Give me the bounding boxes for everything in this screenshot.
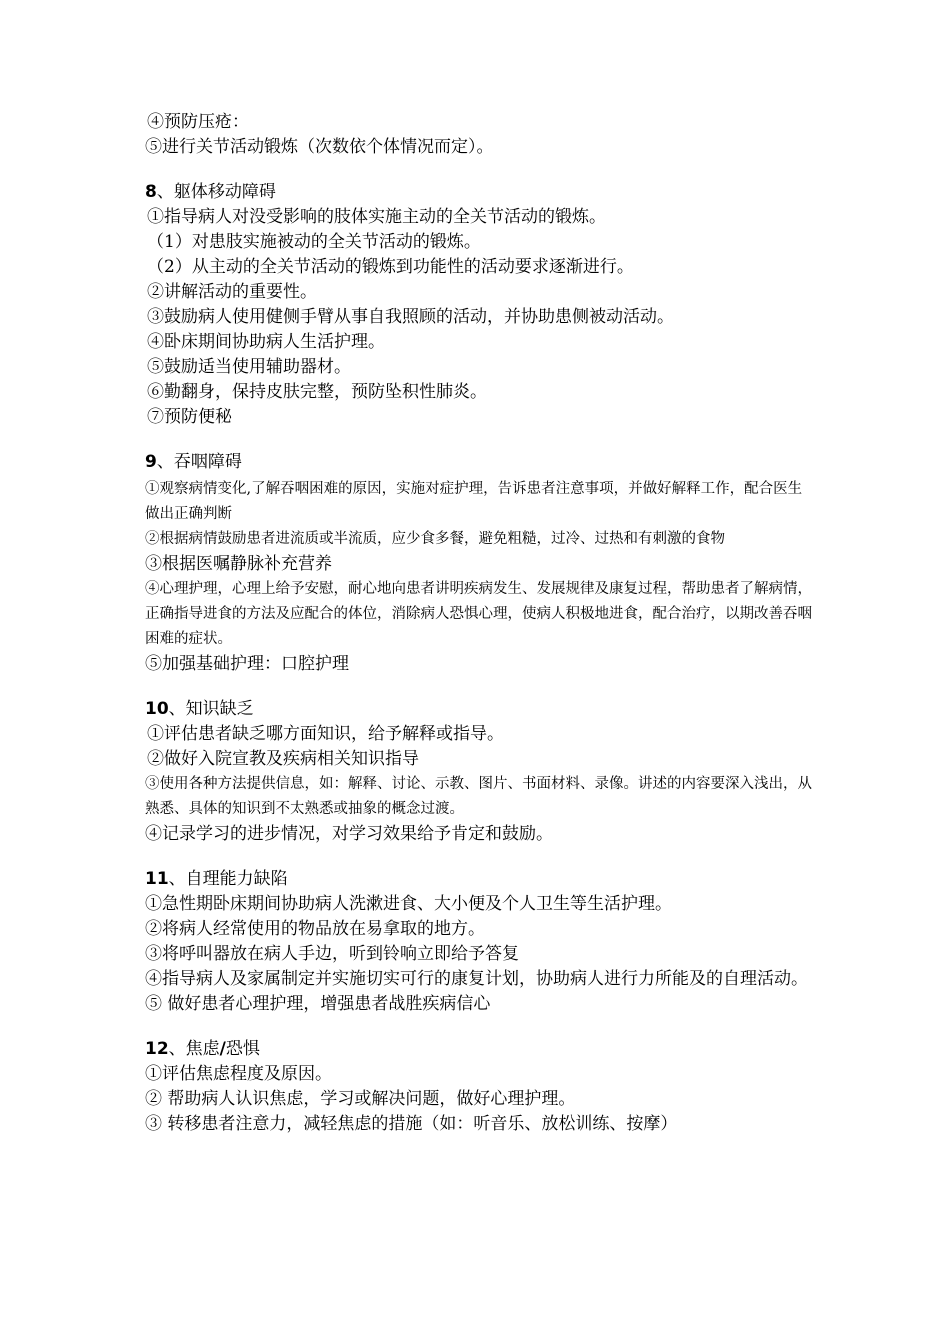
paragraph: ④记录学习的进步情况，对学习效果给予肯定和鼓励。 bbox=[145, 824, 553, 844]
paragraph: ③ 转移患者注意力，减轻焦虑的措施（如：听音乐、放松训练、按摩） bbox=[145, 1114, 678, 1134]
list-item: （2）从主动的全关节活动的锻炼到功能性的活动要求逐渐进行。 bbox=[147, 257, 634, 277]
list-item: （1）对患肢实施被动的全关节活动的锻炼。 bbox=[147, 232, 481, 252]
section-9 bbox=[145, 450, 815, 677]
paragraph: ①急性期卧床期间协助病人洗漱进食、大小便及个人卫生等生活护理。 bbox=[145, 894, 672, 914]
section-10 bbox=[145, 697, 815, 847]
section-title: 、躯体移动障碍 bbox=[156, 182, 276, 202]
section-title: 、焦虑 bbox=[168, 1039, 220, 1059]
paragraph: ①评估患者缺乏哪方面知识，给予解释或指导。 bbox=[147, 724, 504, 744]
title-slash: / bbox=[219, 1039, 226, 1059]
section-heading bbox=[145, 1037, 815, 1062]
list-item: ⑤鼓励适当使用辅助器材。 bbox=[147, 357, 351, 377]
list-item: ⑥勤翻身，保持皮肤完整，预防坠积性肺炎。 bbox=[147, 382, 487, 402]
section-title-2: 恐惧 bbox=[225, 1039, 260, 1059]
list-item: ⑤进行关节活动锻炼（次数依个体情况而定）。 bbox=[145, 137, 494, 157]
list-item: ③鼓励病人使用健侧手臂从事自我照顾的活动，并协助患侧被动活动。 bbox=[147, 307, 674, 327]
paragraph: ⑤ 做好患者心理护理，增强患者战胜疾病信心 bbox=[145, 994, 491, 1014]
section-8 bbox=[145, 180, 815, 430]
paragraph: ⑤加强基础护理：口腔护理 bbox=[145, 654, 349, 674]
section-heading bbox=[145, 697, 815, 722]
section-number: 8 bbox=[145, 182, 157, 202]
paragraph: ③根据医嘱静脉补充营养 bbox=[145, 554, 332, 574]
paragraph: ③使用各种方法提供信息，如：解释、讨论、示教、图片、书面材料、录像。讲述的内容要深入浅出，从熟悉、具体的知识到不太熟悉或抽象的概念过渡。 bbox=[145, 776, 812, 817]
section-title: 、吞咽障碍 bbox=[156, 452, 242, 472]
list-item: ②讲解活动的重要性。 bbox=[147, 282, 317, 302]
section-number: 11 bbox=[145, 869, 169, 889]
paragraph: ④心理护理，心理上给予安慰，耐心地向患者讲明疾病发生、发展规律及康复过程，帮助患者了解病情，正确指导进食的方法及应配合的体位，消除病人恐惧心理，使病人积极地进食，配合治疗，以期改善吞咽困难的症状。 bbox=[145, 581, 812, 647]
section-heading bbox=[145, 867, 815, 892]
section-number: 12 bbox=[145, 1039, 169, 1059]
paragraph: ①观察病情变化,了解吞咽困难的原因，实施对症护理，告诉患者注意事项，并做好解释工作，配合医生做出正确判断 bbox=[145, 481, 803, 522]
section-number: 9 bbox=[145, 452, 157, 472]
section-heading bbox=[145, 450, 815, 475]
section-7-tail bbox=[145, 110, 815, 160]
list-item: ④预防压疮： bbox=[147, 112, 249, 132]
section-12 bbox=[145, 1037, 815, 1137]
paragraph: ③将呼叫器放在病人手边，听到铃响立即给予答复 bbox=[145, 944, 519, 964]
paragraph: ②根据病情鼓励患者进流质或半流质，应少食多餐，避免粗糙，过冷、过热和有刺激的食物 bbox=[145, 531, 725, 547]
section-heading bbox=[145, 180, 815, 205]
list-item: ①指导病人对没受影响的肢体实施主动的全关节活动的锻炼。 bbox=[147, 207, 606, 227]
section-title: 、自理能力缺陷 bbox=[168, 869, 288, 889]
paragraph: ②将病人经常使用的物品放在易拿取的地方。 bbox=[145, 919, 485, 939]
section-number: 10 bbox=[145, 699, 169, 719]
paragraph: ② 帮助病人认识焦虑，学习或解决问题，做好心理护理。 bbox=[145, 1089, 576, 1109]
document-page bbox=[145, 110, 815, 1137]
paragraph: ①评估焦虑程度及原因。 bbox=[145, 1064, 332, 1084]
section-title: 、知识缺乏 bbox=[168, 699, 254, 719]
paragraph: ②做好入院宣教及疾病相关知识指导 bbox=[147, 749, 419, 769]
list-item: ⑦预防便秘 bbox=[147, 407, 232, 427]
paragraph: ④指导病人及家属制定并实施切实可行的康复计划，协助病人进行力所能及的自理活动。 bbox=[145, 969, 808, 989]
list-item: ④卧床期间协助病人生活护理。 bbox=[147, 332, 385, 352]
section-11 bbox=[145, 867, 815, 1017]
